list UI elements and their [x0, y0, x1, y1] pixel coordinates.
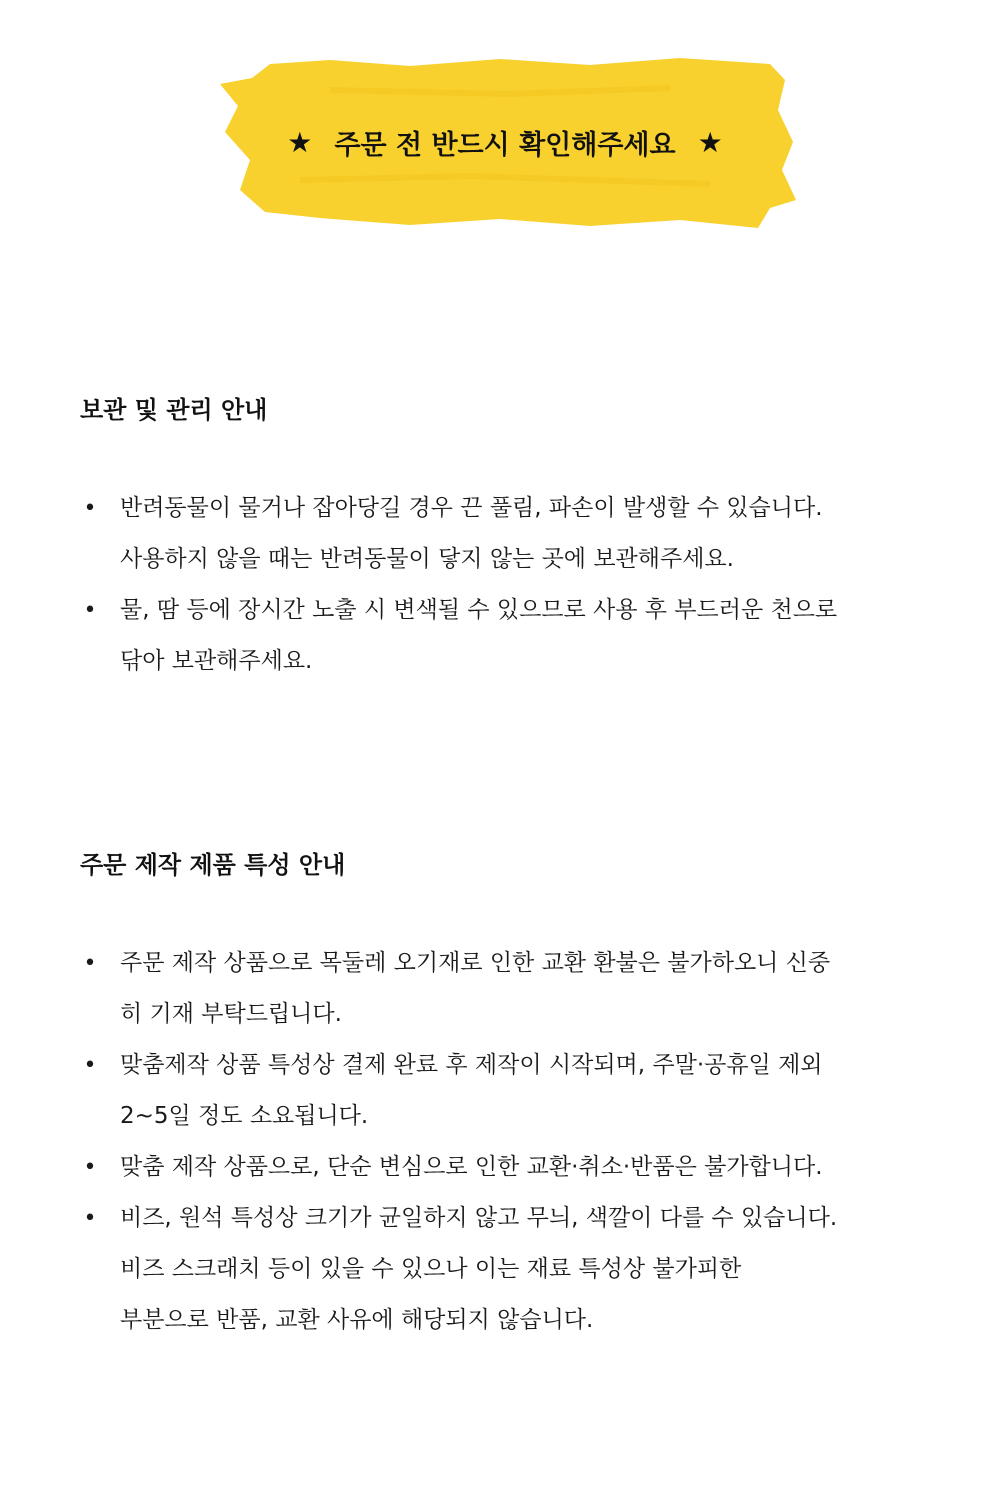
list-item-line: 물, 땀 등에 장시간 노출 시 변색될 수 있으므로 사용 후 부드러운 천으로	[120, 597, 838, 623]
star-icon: ★	[697, 126, 723, 159]
list-item-line: 2~5일 정도 소요됩니다.	[120, 1103, 369, 1129]
list-item-line: 히 기재 부탁드립니다.	[120, 1001, 342, 1027]
list-item-line: 닦아 보관해주세요.	[120, 648, 313, 674]
list-item-line: 반려동물이 물거나 잡아당길 경우 끈 풀림, 파손이 발생할 수 있습니다.	[120, 495, 823, 521]
banner-title: 주문 전 반드시 확인해주세요	[334, 130, 676, 161]
list-item-line: 부분으로 반품, 교환 사유에 해당되지 않습니다.	[120, 1307, 594, 1333]
list-item-line: 사용하지 않을 때는 반려동물이 닿지 않는 곳에 보관해주세요.	[120, 546, 734, 572]
bullet-icon: •	[83, 598, 97, 623]
list-item	[80, 483, 960, 585]
list-item	[80, 585, 960, 687]
notice-banner	[210, 50, 800, 235]
list-item	[80, 1040, 960, 1142]
list-item-line: 맞춤 제작 상품으로, 단순 변심으로 인한 교환·취소·반품은 불가합니다.	[120, 1154, 823, 1180]
list-item	[80, 1142, 960, 1193]
bullet-icon: •	[83, 1155, 97, 1180]
banner-title-row	[210, 50, 800, 235]
bullet-icon: •	[83, 1053, 97, 1078]
star-icon: ★	[287, 126, 313, 159]
list-item-line: 비즈, 원석 특성상 크기가 균일하지 않고 무늬, 색깔이 다를 수 있습니다.	[120, 1205, 838, 1231]
list-item	[80, 938, 960, 1040]
care-notice-list	[80, 483, 960, 687]
bullet-icon: •	[83, 951, 97, 976]
section-title-custom-order: 주문 제작 제품 특성 안내	[80, 851, 346, 879]
list-item-line: 주문 제작 상품으로 목둘레 오기재로 인한 교환 환불은 불가하오니 신중	[120, 950, 831, 976]
custom-order-notice-list	[80, 938, 960, 1346]
list-item-line: 맞춤제작 상품 특성상 결제 완료 후 제작이 시작되며, 주말·공휴일 제외	[120, 1052, 823, 1078]
bullet-icon: •	[83, 496, 97, 521]
bullet-icon: •	[83, 1206, 97, 1231]
section-title-care: 보관 및 관리 안내	[80, 396, 268, 424]
list-item	[80, 1193, 960, 1346]
list-item-line: 비즈 스크래치 등이 있을 수 있으나 이는 재료 특성상 불가피한	[120, 1256, 742, 1282]
